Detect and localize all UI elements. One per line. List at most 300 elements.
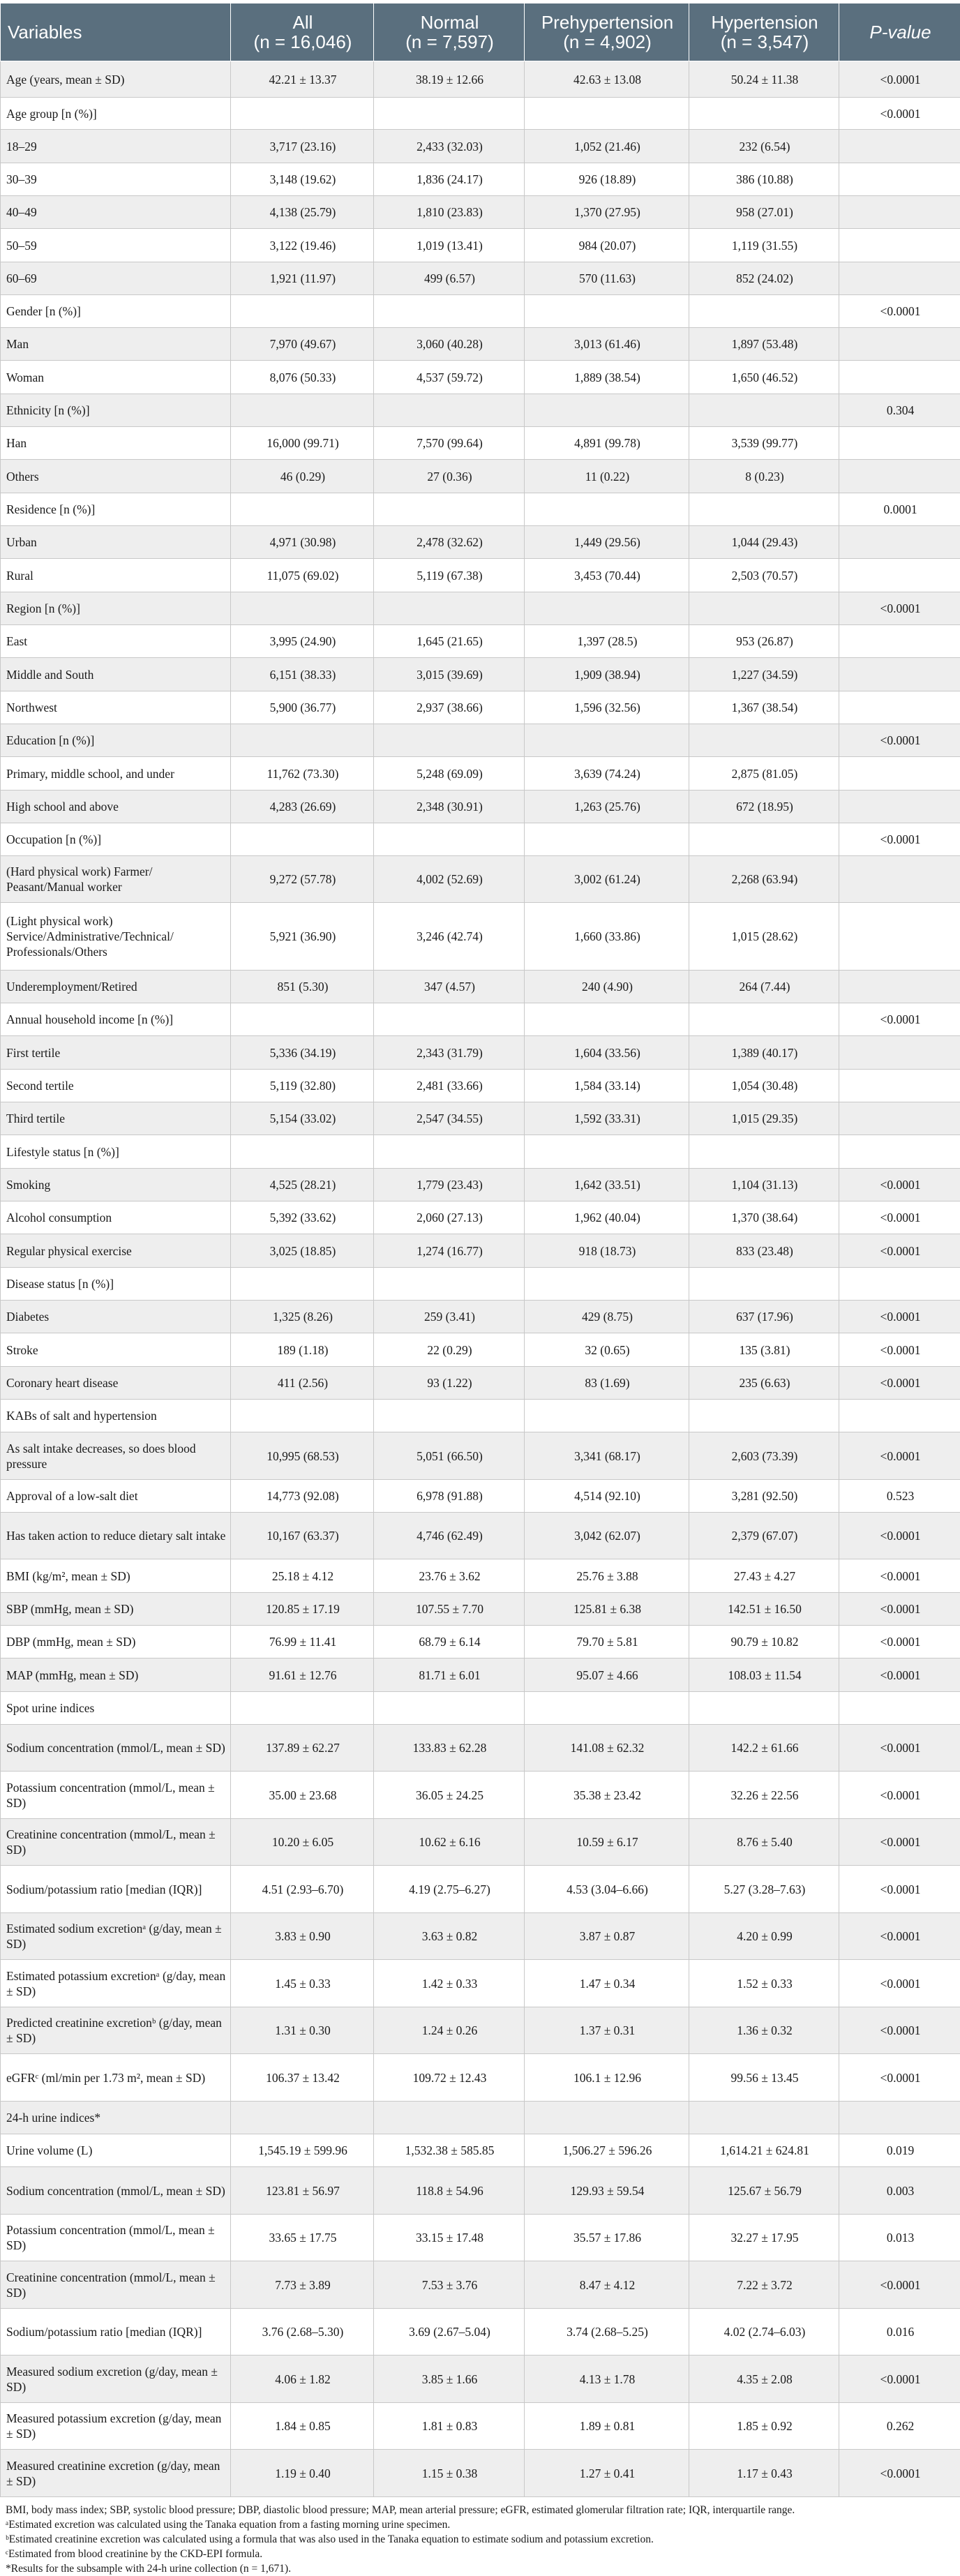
value-cell: 1,367 (38.54)	[689, 691, 839, 724]
value-cell: 95.07 ± 4.66	[525, 1658, 689, 1692]
table-row	[1, 1559, 960, 1593]
p-value-cell: <0.0001	[839, 2261, 960, 2309]
value-cell: 5,248 (69.09)	[374, 757, 525, 791]
value-cell	[374, 295, 525, 328]
row-label: Northwest	[1, 691, 231, 724]
table-row	[1, 361, 960, 394]
value-cell: 2,343 (31.79)	[374, 1036, 525, 1070]
value-cell	[231, 493, 374, 526]
value-cell: 99.56 ± 13.45	[689, 2054, 839, 2102]
p-value-cell	[839, 1070, 960, 1102]
value-cell	[525, 295, 689, 328]
row-label: Sodium concentration (mmol/L, mean ± SD)	[1, 2167, 231, 2215]
value-cell: 142.51 ± 16.50	[689, 1593, 839, 1626]
value-cell	[525, 724, 689, 757]
table-row	[1, 61, 960, 98]
value-cell: 5,154 (33.02)	[231, 1102, 374, 1135]
value-cell	[231, 823, 374, 856]
value-cell: 42.21 ± 13.37	[231, 61, 374, 98]
value-cell: 33.15 ± 17.48	[374, 2215, 525, 2261]
value-cell	[231, 1400, 374, 1432]
value-cell: 1,545.19 ± 599.96	[231, 2134, 374, 2167]
value-cell: 10,167 (63.37)	[231, 1513, 374, 1559]
row-label: Underemployment/Retired	[1, 971, 231, 1003]
value-cell: 120.85 ± 17.19	[231, 1593, 374, 1626]
table-row	[1, 592, 960, 625]
table-row	[1, 1333, 960, 1367]
value-cell: 8.47 ± 4.12	[525, 2261, 689, 2309]
value-cell	[374, 592, 525, 625]
row-label: 40–49	[1, 196, 231, 229]
p-value-cell	[839, 130, 960, 163]
row-label: Potassium concentration (mmol/L, mean ± SD)	[1, 1772, 231, 1819]
value-cell: 4.35 ± 2.08	[689, 2356, 839, 2403]
table-row	[1, 493, 960, 526]
value-cell: 4,002 (52.69)	[374, 856, 525, 903]
value-cell: 2,875 (81.05)	[689, 757, 839, 791]
value-cell: 1,897 (53.48)	[689, 328, 839, 361]
value-cell	[689, 295, 839, 328]
value-cell	[231, 1135, 374, 1169]
row-label: Sodium/potassium ratio [median (IQR)]	[1, 1866, 231, 1913]
value-cell: 264 (7.44)	[689, 971, 839, 1003]
value-cell: 11,762 (73.30)	[231, 757, 374, 791]
value-cell	[525, 1135, 689, 1169]
value-cell: 1.37 ± 0.31	[525, 2007, 689, 2054]
value-cell: 3,246 (42.74)	[374, 903, 525, 971]
value-cell: 11,075 (69.02)	[231, 559, 374, 592]
table-row	[1, 1301, 960, 1333]
row-label: Woman	[1, 361, 231, 394]
row-label: 30–39	[1, 163, 231, 196]
row-label: Age (years, mean ± SD)	[1, 61, 231, 98]
value-cell: 5,119 (32.80)	[231, 1070, 374, 1102]
value-cell: 1,584 (33.14)	[525, 1070, 689, 1102]
value-cell: 3,995 (24.90)	[231, 625, 374, 658]
value-cell: 3.74 (2.68–5.25)	[525, 2309, 689, 2356]
value-cell: 1,397 (28.5)	[525, 625, 689, 658]
value-cell: 42.63 ± 13.08	[525, 61, 689, 98]
table-row	[1, 427, 960, 460]
value-cell: 953 (26.87)	[689, 625, 839, 658]
table-row	[1, 1201, 960, 1234]
p-value-cell	[839, 163, 960, 196]
row-label: Measured creatinine excretion (g/day, mean ± SD)	[1, 2450, 231, 2497]
header-title: Normal	[381, 13, 518, 32]
row-label: Creatinine concentration (mmol/L, mean ± SD)	[1, 1819, 231, 1866]
value-cell	[231, 98, 374, 130]
p-value-cell	[839, 460, 960, 493]
header-row	[1, 3, 960, 61]
p-value-cell: <0.0001	[839, 1301, 960, 1333]
value-cell: 3.83 ± 0.90	[231, 1913, 374, 1960]
value-cell: 637 (17.96)	[689, 1301, 839, 1333]
table-row	[1, 856, 960, 903]
p-value-cell	[839, 856, 960, 903]
value-cell	[374, 1135, 525, 1169]
row-label: 18–29	[1, 130, 231, 163]
value-cell	[525, 592, 689, 625]
p-value-cell: 0.003	[839, 2167, 960, 2215]
value-cell: 2,937 (38.66)	[374, 691, 525, 724]
table-row	[1, 1480, 960, 1513]
footnote: ᶜEstimated from blood creatinine by the CKD-EPI formula.	[6, 2547, 954, 2561]
table-row	[1, 526, 960, 559]
value-cell: 4,283 (26.69)	[231, 791, 374, 823]
value-cell: 918 (18.73)	[525, 1234, 689, 1268]
table-row	[1, 163, 960, 196]
p-value-cell: <0.0001	[839, 2007, 960, 2054]
row-label: Region [n (%)]	[1, 592, 231, 625]
table-row	[1, 791, 960, 823]
value-cell: 1,592 (33.31)	[525, 1102, 689, 1135]
value-cell: 240 (4.90)	[525, 971, 689, 1003]
value-cell: 1.47 ± 0.34	[525, 1960, 689, 2007]
value-cell: 8.76 ± 5.40	[689, 1819, 839, 1866]
value-cell: 852 (24.02)	[689, 262, 839, 295]
value-cell	[374, 724, 525, 757]
value-cell	[231, 1692, 374, 1725]
p-value-cell: <0.0001	[839, 1201, 960, 1234]
p-value-cell: <0.0001	[839, 295, 960, 328]
row-label: Approval of a low-salt diet	[1, 1480, 231, 1513]
value-cell: 118.8 ± 54.96	[374, 2167, 525, 2215]
value-cell: 1,532.38 ± 585.85	[374, 2134, 525, 2167]
value-cell: 142.2 ± 61.66	[689, 1725, 839, 1772]
value-cell: 10,995 (68.53)	[231, 1432, 374, 1480]
p-value-cell	[839, 196, 960, 229]
value-cell: 386 (10.88)	[689, 163, 839, 196]
row-label: (Light physical work) Service/Administrative/Technical/ Professionals/Others	[1, 903, 231, 971]
value-cell: 33.65 ± 17.75	[231, 2215, 374, 2261]
value-cell: 958 (27.01)	[689, 196, 839, 229]
p-value-cell: <0.0001	[839, 1432, 960, 1480]
p-value-cell: <0.0001	[839, 1626, 960, 1658]
value-cell: 3,341 (68.17)	[525, 1432, 689, 1480]
header-cell	[525, 3, 689, 61]
table-row	[1, 262, 960, 295]
p-value-cell: <0.0001	[839, 1333, 960, 1367]
p-value-cell	[839, 625, 960, 658]
value-cell: 129.93 ± 59.54	[525, 2167, 689, 2215]
row-label: Creatinine concentration (mmol/L, mean ± SD)	[1, 2261, 231, 2309]
p-value-cell: <0.0001	[839, 1367, 960, 1400]
row-label: eGFRᶜ (ml/min per 1.73 m², mean ± SD)	[1, 2054, 231, 2102]
value-cell	[231, 724, 374, 757]
p-value-cell: <0.0001	[839, 98, 960, 130]
value-cell: 8 (0.23)	[689, 460, 839, 493]
row-label: High school and above	[1, 791, 231, 823]
value-cell: 1,650 (46.52)	[689, 361, 839, 394]
p-value-cell: 0.019	[839, 2134, 960, 2167]
table-row	[1, 196, 960, 229]
value-cell	[374, 1268, 525, 1301]
value-cell: 2,348 (30.91)	[374, 791, 525, 823]
row-label: Age group [n (%)]	[1, 98, 231, 130]
value-cell: 83 (1.69)	[525, 1367, 689, 1400]
table-row	[1, 1866, 960, 1913]
table-row	[1, 1400, 960, 1432]
header-cell	[374, 3, 525, 61]
value-cell: 7.53 ± 3.76	[374, 2261, 525, 2309]
header-count: (n = 7,597)	[381, 32, 518, 52]
table-row	[1, 328, 960, 361]
table-row	[1, 1513, 960, 1559]
value-cell: 81.71 ± 6.01	[374, 1658, 525, 1692]
value-cell: 1,506.27 ± 596.26	[525, 2134, 689, 2167]
table-row	[1, 460, 960, 493]
table-row	[1, 1102, 960, 1135]
value-cell: 926 (18.89)	[525, 163, 689, 196]
value-cell: 2,503 (70.57)	[689, 559, 839, 592]
value-cell: 1,962 (40.04)	[525, 1201, 689, 1234]
p-value-cell: <0.0001	[839, 1960, 960, 2007]
table-row	[1, 658, 960, 691]
row-label: East	[1, 625, 231, 658]
p-value-cell	[839, 427, 960, 460]
table-row	[1, 1593, 960, 1626]
table-row	[1, 2167, 960, 2215]
p-value-cell: <0.0001	[839, 1658, 960, 1692]
value-cell: 1,642 (33.51)	[525, 1169, 689, 1201]
value-cell: 6,151 (38.33)	[231, 658, 374, 691]
value-cell: 4.53 (3.04–6.66)	[525, 1866, 689, 1913]
value-cell: 3,013 (61.46)	[525, 328, 689, 361]
value-cell: 2,603 (73.39)	[689, 1432, 839, 1480]
value-cell: 106.1 ± 12.96	[525, 2054, 689, 2102]
p-value-cell	[839, 658, 960, 691]
value-cell: 3,639 (74.24)	[525, 757, 689, 791]
value-cell: 35.38 ± 23.42	[525, 1772, 689, 1819]
table-row	[1, 823, 960, 856]
p-value-cell: <0.0001	[839, 1866, 960, 1913]
footnote: ᵇEstimated creatinine excretion was calculated using a formula that was also used in the Tanaka equation to estimate sodium and potassium excretion.	[6, 2532, 954, 2547]
value-cell	[689, 2102, 839, 2134]
value-cell	[374, 98, 525, 130]
value-cell: 4,525 (28.21)	[231, 1169, 374, 1201]
value-cell: 3,060 (40.28)	[374, 328, 525, 361]
value-cell	[689, 823, 839, 856]
value-cell: 46 (0.29)	[231, 460, 374, 493]
value-cell: 984 (20.07)	[525, 229, 689, 262]
value-cell	[374, 394, 525, 427]
value-cell: 32 (0.65)	[525, 1333, 689, 1367]
p-value-cell	[839, 361, 960, 394]
value-cell: 5,119 (67.38)	[374, 559, 525, 592]
value-cell: 2,433 (32.03)	[374, 130, 525, 163]
row-label: Han	[1, 427, 231, 460]
p-value-cell: 0.0001	[839, 493, 960, 526]
p-value-cell: <0.0001	[839, 1513, 960, 1559]
p-value-cell: <0.0001	[839, 1169, 960, 1201]
value-cell	[689, 1400, 839, 1432]
value-cell: 7.73 ± 3.89	[231, 2261, 374, 2309]
value-cell: 1,104 (31.13)	[689, 1169, 839, 1201]
p-value-cell	[839, 1102, 960, 1135]
value-cell: 429 (8.75)	[525, 1301, 689, 1333]
value-cell	[525, 1692, 689, 1725]
value-cell: 1,274 (16.77)	[374, 1234, 525, 1268]
value-cell: 570 (11.63)	[525, 262, 689, 295]
value-cell: 347 (4.57)	[374, 971, 525, 1003]
value-cell: 1.52 ± 0.33	[689, 1960, 839, 2007]
row-label: Smoking	[1, 1169, 231, 1201]
value-cell: 11 (0.22)	[525, 460, 689, 493]
value-cell: 3,453 (70.44)	[525, 559, 689, 592]
table-row	[1, 2007, 960, 2054]
value-cell: 3,002 (61.24)	[525, 856, 689, 903]
baseline-characteristics-table	[0, 3, 960, 2497]
p-value-cell	[839, 757, 960, 791]
value-cell	[525, 394, 689, 427]
p-value-cell	[839, 1036, 960, 1070]
value-cell: 1,449 (29.56)	[525, 526, 689, 559]
value-cell: 1,015 (28.62)	[689, 903, 839, 971]
value-cell: 1.85 ± 0.92	[689, 2403, 839, 2450]
value-cell: 107.55 ± 7.70	[374, 1593, 525, 1626]
table-row	[1, 2450, 960, 2497]
value-cell: 1,370 (38.64)	[689, 1201, 839, 1234]
value-cell: 3.76 (2.68–5.30)	[231, 2309, 374, 2356]
value-cell: 851 (5.30)	[231, 971, 374, 1003]
table-footnotes	[0, 2497, 960, 2576]
value-cell	[525, 98, 689, 130]
table-row	[1, 1036, 960, 1070]
value-cell: 4,514 (92.10)	[525, 1480, 689, 1513]
p-value-cell: <0.0001	[839, 1234, 960, 1268]
value-cell: 1.81 ± 0.83	[374, 2403, 525, 2450]
header-count: (n = 4,902)	[532, 32, 683, 52]
row-label: Estimated potassium excretionᵃ (g/day, mean ± SD)	[1, 1960, 231, 2007]
value-cell: 27.43 ± 4.27	[689, 1559, 839, 1593]
value-cell: 1.17 ± 0.43	[689, 2450, 839, 2497]
p-value-cell	[839, 328, 960, 361]
value-cell: 4,138 (25.79)	[231, 196, 374, 229]
value-cell: 10.62 ± 6.16	[374, 1819, 525, 1866]
row-label: Middle and South	[1, 658, 231, 691]
value-cell: 36.05 ± 24.25	[374, 1772, 525, 1819]
value-cell: 3,025 (18.85)	[231, 1234, 374, 1268]
value-cell: 90.79 ± 10.82	[689, 1626, 839, 1658]
p-value-cell	[839, 691, 960, 724]
value-cell: 3.63 ± 0.82	[374, 1913, 525, 1960]
value-cell: 232 (6.54)	[689, 130, 839, 163]
row-label: SBP (mmHg, mean ± SD)	[1, 1593, 231, 1626]
table-row	[1, 757, 960, 791]
value-cell	[374, 1692, 525, 1725]
value-cell: 1,645 (21.65)	[374, 625, 525, 658]
table-row	[1, 1135, 960, 1169]
value-cell: 1,836 (24.17)	[374, 163, 525, 196]
value-cell	[374, 1003, 525, 1036]
header-count: (n = 16,046)	[238, 32, 368, 52]
p-value-cell: <0.0001	[839, 823, 960, 856]
p-value-cell	[839, 559, 960, 592]
value-cell: 35.57 ± 17.86	[525, 2215, 689, 2261]
table-row	[1, 625, 960, 658]
value-cell: 411 (2.56)	[231, 1367, 374, 1400]
row-label: Rural	[1, 559, 231, 592]
value-cell: 1,889 (38.54)	[525, 361, 689, 394]
value-cell: 3,015 (39.69)	[374, 658, 525, 691]
value-cell: 8,076 (50.33)	[231, 361, 374, 394]
p-value-cell	[839, 903, 960, 971]
value-cell: 1.19 ± 0.40	[231, 2450, 374, 2497]
value-cell	[689, 1135, 839, 1169]
value-cell	[689, 394, 839, 427]
p-value-cell: 0.523	[839, 1480, 960, 1513]
value-cell: 3,281 (92.50)	[689, 1480, 839, 1513]
row-label: Predicted creatinine excretionᵇ (g/day, mean ± SD)	[1, 2007, 231, 2054]
p-value-cell: <0.0001	[839, 1772, 960, 1819]
value-cell	[525, 493, 689, 526]
value-cell: 1,019 (13.41)	[374, 229, 525, 262]
row-label: Spot urine indices	[1, 1692, 231, 1725]
value-cell: 1.27 ± 0.41	[525, 2450, 689, 2497]
row-label: First tertile	[1, 1036, 231, 1070]
table-row	[1, 130, 960, 163]
value-cell: 1.45 ± 0.33	[231, 1960, 374, 2007]
value-cell: 189 (1.18)	[231, 1333, 374, 1367]
p-value-cell: <0.0001	[839, 2450, 960, 2497]
value-cell: 16,000 (99.71)	[231, 427, 374, 460]
row-label: 60–69	[1, 262, 231, 295]
value-cell: 2,268 (63.94)	[689, 856, 839, 903]
value-cell	[374, 823, 525, 856]
value-cell: 4.06 ± 1.82	[231, 2356, 374, 2403]
value-cell: 1,596 (32.56)	[525, 691, 689, 724]
value-cell: 1,227 (34.59)	[689, 658, 839, 691]
value-cell: 5,921 (36.90)	[231, 903, 374, 971]
p-value-cell: 0.262	[839, 2403, 960, 2450]
row-label: Residence [n (%)]	[1, 493, 231, 526]
value-cell	[231, 394, 374, 427]
row-label: Has taken action to reduce dietary salt intake	[1, 1513, 231, 1559]
value-cell: 3,122 (19.46)	[231, 229, 374, 262]
row-label: KABs of salt and hypertension	[1, 1400, 231, 1432]
header-cell	[231, 3, 374, 61]
p-value-cell: <0.0001	[839, 61, 960, 98]
row-label: (Hard physical work) Farmer/ Peasant/Manual worker	[1, 856, 231, 903]
table-row	[1, 1268, 960, 1301]
value-cell: 32.26 ± 22.56	[689, 1772, 839, 1819]
table-row	[1, 98, 960, 130]
row-label: Second tertile	[1, 1070, 231, 1102]
p-value-cell: <0.0001	[839, 2356, 960, 2403]
row-label: Estimated sodium excretionᵃ (g/day, mean ± SD)	[1, 1913, 231, 1960]
value-cell: 79.70 ± 5.81	[525, 1626, 689, 1658]
value-cell: 93 (1.22)	[374, 1367, 525, 1400]
value-cell: 7,970 (49.67)	[231, 328, 374, 361]
table-row	[1, 971, 960, 1003]
footnote: *Results for the subsample with 24-h urine collection (n = 1,671).	[6, 2561, 954, 2576]
table-row	[1, 2134, 960, 2167]
row-label: Measured sodium excretion (g/day, mean ± SD)	[1, 2356, 231, 2403]
value-cell: 4.13 ± 1.78	[525, 2356, 689, 2403]
value-cell: 3,148 (19.62)	[231, 163, 374, 196]
table-row	[1, 1692, 960, 1725]
p-value-cell: 0.304	[839, 394, 960, 427]
value-cell: 1.36 ± 0.32	[689, 2007, 839, 2054]
value-cell	[374, 2102, 525, 2134]
value-cell: 2,547 (34.55)	[374, 1102, 525, 1135]
value-cell: 4,971 (30.98)	[231, 526, 374, 559]
value-cell: 1,909 (38.94)	[525, 658, 689, 691]
row-label: 50–59	[1, 229, 231, 262]
value-cell: 1,052 (21.46)	[525, 130, 689, 163]
value-cell: 22 (0.29)	[374, 1333, 525, 1367]
row-label: Diabetes	[1, 1301, 231, 1333]
